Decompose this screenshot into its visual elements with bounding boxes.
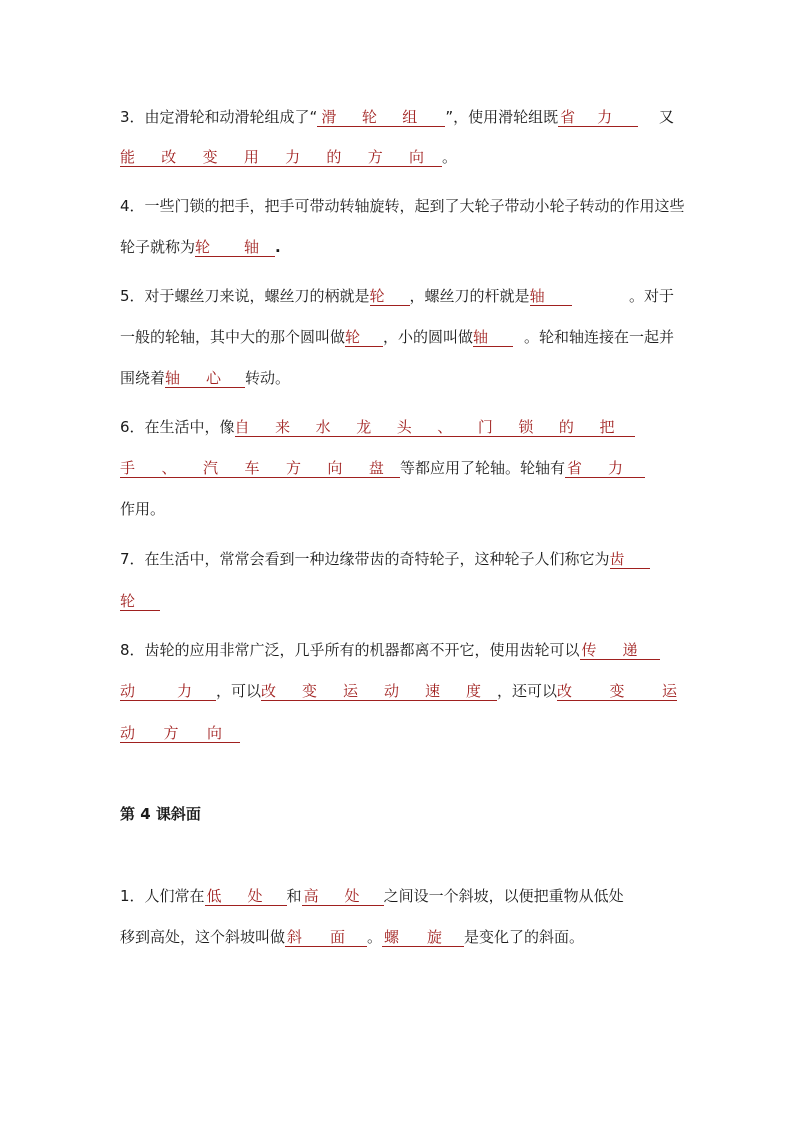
q7-answer-2: 轮 <box>120 592 160 611</box>
l4q1-answer-1: 低 处 <box>205 887 287 906</box>
q4-answer: 轮 轴 <box>195 238 275 257</box>
q5-answer-2: 轴 <box>530 287 572 306</box>
q5-p4: 一般的轮轴，其中大的那个圆叫做 <box>120 328 346 346</box>
q3-line2 <box>120 146 674 168</box>
q3-mid: ”，使用滑轮组既 <box>445 108 559 126</box>
q4-text: 4．一些门锁的把手，把手可带动转轴旋转，起到了大轮子带动小轮子转动的作用这些 <box>120 197 685 215</box>
q3-prefix: 3．由定滑轮和动滑轮组成了“ <box>120 108 318 126</box>
q6-line1 <box>120 416 674 438</box>
q5-line3 <box>120 367 674 389</box>
q8-answer-4: 改 变 运 <box>557 682 678 700</box>
l4q1-end: 是变化了的斜面。 <box>464 928 585 946</box>
l4q1-line1 <box>120 885 674 907</box>
q3-answer-3: 能 改 变 用 力 的 方 向 <box>120 148 442 167</box>
q8-line3 <box>120 722 674 744</box>
q3-answer-2: 省 力 <box>558 108 638 127</box>
q8-line1 <box>120 639 674 661</box>
q5-p6: 。轮和轴连接在一起并 <box>523 328 674 346</box>
q5-p7: 围绕着 <box>120 369 166 387</box>
l4q1-tail: 之间设一个斜坡，以便把重物从低处 <box>383 887 624 905</box>
l4q1-mid1: 和 <box>286 887 302 905</box>
q5-p3: 。对于 <box>628 287 674 305</box>
l4q1-answer-2: 高 处 <box>302 887 384 906</box>
l4q1-p2: 移到高处，这个斜坡叫做 <box>120 928 286 946</box>
q6-line2 <box>120 457 674 479</box>
lesson-4-heading: 第 4 课斜面 <box>120 805 201 823</box>
q7-prefix: 7．在生活中，常常会看到一种边缘带齿的奇特轮子，这种轮子人们称它为 <box>120 550 610 568</box>
q8-answer-3: 改 变 运 动 速 度 <box>261 682 497 701</box>
q5-line1 <box>120 285 674 307</box>
q8-mid1: ，可以 <box>216 682 262 700</box>
q5-answer-1: 轮 <box>370 287 410 306</box>
l4q1-mid2: 。 <box>367 928 383 946</box>
q4-prefix: 轮子就称为 <box>120 238 196 256</box>
l4q1-prefix: 1．人们常在 <box>120 887 205 905</box>
l4q1-answer-3: 斜 面 <box>285 928 367 947</box>
q7-line1 <box>120 548 674 570</box>
q6-answer-1: 自 来 水 龙 头 、 门 锁 的 把 <box>235 418 635 437</box>
q6-mid: 等都应用了轮轴。轮轴有 <box>400 459 566 477</box>
q4-end: . <box>275 238 281 256</box>
q3-answer-1: 滑 轮 组 <box>317 108 445 127</box>
q6-prefix: 6．在生活中，像 <box>120 418 235 436</box>
q3-end: 。 <box>442 148 458 166</box>
q5-answer-5: 轴 心 <box>165 369 245 388</box>
q3-line1 <box>120 106 674 128</box>
q5-line2 <box>120 326 674 348</box>
q6-answer-3: 省 力 <box>565 459 645 478</box>
q5-p8: 转动。 <box>245 369 291 387</box>
q8-answer-2: 动 力 <box>120 682 216 701</box>
q6-answer-2: 手 、 汽 车 方 向 盘 <box>120 459 400 478</box>
q5-answer-4: 轴 <box>473 328 513 347</box>
q5-p5: ，小的圆叫做 <box>383 328 474 346</box>
q5-answer-3: 轮 <box>345 328 383 347</box>
q5-p1: 5．对于螺丝刀来说，螺丝刀的柄就是 <box>120 287 370 305</box>
q8-answer-5: 动 方 向 <box>120 724 240 743</box>
q3-tail: 又 <box>658 108 674 126</box>
q6-tail: 作用。 <box>120 500 166 518</box>
q4-line2 <box>120 236 674 258</box>
q8-answer-1: 传 递 <box>580 641 660 660</box>
q6-line3 <box>120 498 674 520</box>
q7-answer-1: 齿 <box>610 550 650 569</box>
l4q1-answer-4: 螺 旋 <box>382 928 464 947</box>
q8-line2 <box>120 680 678 702</box>
l4q1-line2 <box>120 926 674 948</box>
q5-p2: ，螺丝刀的杆就是 <box>409 287 530 305</box>
q8-mid2: ，还可以 <box>497 682 558 700</box>
q8-prefix: 8．齿轮的应用非常广泛，几乎所有的机器都离不开它，使用齿轮可以 <box>120 641 580 659</box>
q4-line1 <box>120 195 685 217</box>
q7-line2 <box>120 590 674 612</box>
